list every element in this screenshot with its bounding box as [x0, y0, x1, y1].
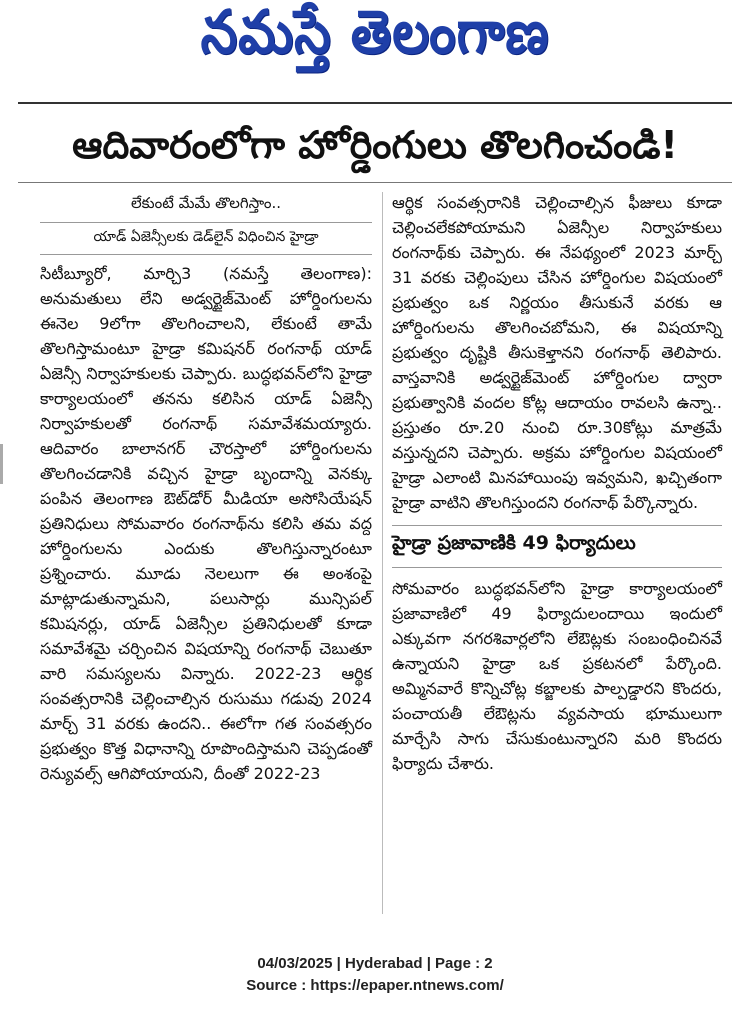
- article-subhead: హైడ్రా ప్రజావాణికి 49 ఫిర్యాదులు: [392, 525, 722, 568]
- article-kicker: లేకుంటే మేమే తొలగిస్తాం..: [40, 190, 372, 223]
- masthead-title: నమస్తే తెలంగాణ: [200, 0, 550, 68]
- article-column-right: [392, 190, 722, 776]
- article-column-left: [40, 190, 372, 786]
- page-edge-mark: [0, 444, 3, 484]
- column-divider: [382, 192, 383, 914]
- footer-source: Source : https://epaper.ntnews.com/: [246, 977, 504, 994]
- article-headline: ఆదివారంలోగా హోర్డింగులు తొలగించండి!: [72, 123, 678, 167]
- header-divider: [18, 102, 732, 104]
- article-subsection-body: సోమవారం బుద్ధభవన్‌లోని హైడ్రా కార్యాలయంలో ప్రజావాణిలో 49 ఫిర్యాదులందాయి ఇందులో ఎక్కువగా నగరశివార్లలోని లేఔట్లకు సంబంధించినవే ఉన్నాయని హైడ్రా ఒక ప్రకటనలో పేర్కొంది. అమ్మినవారే కొన్నిచోట్ల కబ్జాలకు పాల్పడ్డారని కొందరు, పంచాయతీ లేఔట్లను వ్యవసాయ భూములుగా మార్చేసి సాగు చేసుకుంటున్నారని మరి కొందరు ఫిర్యాదు చేశారు.: [392, 579, 722, 773]
- headline-divider: [18, 182, 732, 183]
- article-deck: యాడ్ ఏజెన్సీలకు డెడ్‌లైన్ విధించిన హైడ్రా: [40, 223, 372, 255]
- footer-meta: 04/03/2025 | Hyderabad | Page : 2: [257, 955, 493, 972]
- article-body-right: ఆర్థిక సంవత్సరానికి చెల్లించాల్సిన ఫీజులు కూడా చెల్లించలేకపోయామని ఏజెన్సీల నిర్వాహకులు రంగనాథ్‌కు చెప్పారు. ఈ నేపథ్యంలో 2023 మార్చ్ 31 వరకు చెల్లింపులు చేసిన హోర్డింగుల విషయంలో ప్రభుత్వం ఒక నిర్ణయం తీసుకునే వరకు ఆ హోర్డింగులను తొలగించబోమని, ఈ విషయాన్ని ప్రభుత్వం దృష్టికి తీసుకెళ్తానని రంగనాథ్ తెలిపారు. వాస్తవానికి అడ్వర్టైజ్‌మెంట్ హోర్డింగుల ద్వారా ప్రభుత్వానికి వందల కోట్ల ఆదాయం రావలసి ఉన్నా.. ప్రస్తుతం రూ.20 నుంచి రూ.30కోట్లు మాత్రమే వస్తున్నదని చెప్పారు. అక్రమ హోర్డింగుల విషయంలో హైడ్రా ఎలాంటి మినహాయింపు ఇవ్వమని, ఖచ్చితంగా హైడ్రా వాటిని తొలగిస్తుందని రంగనాథ్ పేర్కొన్నారు.: [392, 193, 722, 512]
- masthead-logo: [0, 0, 750, 82]
- article-body-left: సిటీబ్యూరో, మార్చి3 (నమస్తే తెలంగాణ): అనుమతులు లేని అడ్వర్టైజ్‌మెంట్ హోర్డింగులను ఈనెల 9లోగా తొలగించాలని, లేకుంటే తామే తొలగిస్తామంటూ హైడ్రా కమిషనర్ రంగనాథ్ యాడ్ ఏజెన్సీ నిర్వాహకులకు చెప్పారు. బుద్ధభవన్‌లోని హైడ్రా కార్యాలయంలో తనను కలిసిన యాడ్ ఏజెన్సీ నిర్వాహకులతో రంగనాథ్ సమావేశమయ్యారు. ఆదివారం బాలానగర్ చౌరస్తాలో హోర్డింగులను తొలగించడానికి వచ్చిన హైడ్రా బృందాన్ని వెనక్కు పంపిన తెలంగాణ ఔట్‌డోర్ మీడియా అసోసియేషన్ ప్రతినిధులు సోమవారం రంగనాథ్‌ను కలిసి తమ వద్ద హోర్డింగులను ఎందుకు తొలగిస్తున్నారంటూ ప్రశ్నించారు. మూడు నెలలుగా ఈ అంశంపై మాట్లాడుతున్నామని, పలుసార్లు మున్సిపల్ కమిషనర్లు, యాడ్ ఏజెన్సీల ప్రతినిధులతో కూడా సమావేశమై చర్చించిన విషయాన్ని రంగనాథ్ చెబుతూ వారి సమస్యలను విన్నారు. 2022-23 ఆర్థిక సంవత్సరానికి చెల్లించాల్సిన రుసుము గడువు 2024 మార్చ్ 31 వరకు ఉందని.. ఈలోగా గత సంవత్సరం ప్రభుత్వం కొత్త విధానాన్ని రూపొందిస్తామని చెప్పడంతో రెన్యువల్స్ ఆగిపోయాయని, దీంతో 2022-23: [40, 264, 372, 783]
